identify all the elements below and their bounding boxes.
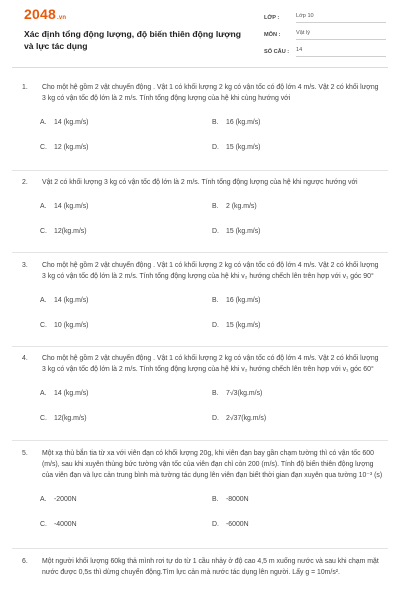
answer-option-c[interactable]: C. 12 (kg.m/s)	[40, 144, 89, 151]
answer-options	[40, 118, 384, 153]
question-text: Một người khối lượng 60kg thả mình rơi tự do từ 1 cầu nhảy ở độ cao 4,5 m xuống nước và sau khi chạm mặt nước được 0,5s thì dừng chuyển động.Tìm lực cản mà nước tác dụng lên người. Lấy g = 10m/s².	[42, 558, 379, 576]
answer-option-a[interactable]: A. 14 (kg.m/s)	[40, 390, 89, 397]
question-number: 2.	[22, 179, 28, 186]
question-divider	[12, 346, 388, 347]
meta-value: 14	[296, 46, 386, 57]
question-number: 1.	[22, 84, 28, 91]
answer-option-d[interactable]: D. -6000N	[212, 521, 249, 528]
meta-value: Vật lý	[296, 29, 386, 40]
meta-row-class	[264, 9, 386, 26]
meta-row-question-count	[264, 43, 386, 60]
question-number: 6.	[22, 558, 28, 565]
question-text: Vật 2 có khối lượng 3 kg có vận tốc độ lớn là 2 m/s. Tính tổng động lượng của hệ khi ngược hướng với	[42, 179, 358, 186]
question-text: Cho một hệ gồm 2 vật chuyển động . Vật 1 có khối lượng 2 kg có vận tốc có độ lớn 4 m/s. Vật 2 có khối lượng 3 kg có vận tốc độ lớn là 2 m/s. Tính tổng động lượng của hệ khi v₂ hướng chếch lên trên hợp với v₁ góc 60°	[42, 355, 379, 373]
meta-row-subject	[264, 26, 386, 43]
answer-option-d[interactable]: D. 15 (kg.m/s)	[212, 144, 261, 151]
answer-option-a[interactable]: A. -2000N	[40, 496, 77, 503]
question-2	[22, 177, 384, 237]
answer-option-a[interactable]: A. 14 (kg.m/s)	[40, 119, 89, 126]
question-text: Cho một hệ gồm 2 vật chuyển động . Vật 1 có khối lượng 2 kg có vận tốc có độ lớn 4 m/s. Vật 2 có khối lượng 3 kg có vận tốc độ lớn là 2 m/s. Tính tổng động lượng của hệ khi v₂ hướng chếch lên trên hợp với v₁ góc 90°	[42, 262, 379, 280]
answer-option-b[interactable]: B. -8000N	[212, 496, 249, 503]
worksheet-meta	[264, 9, 386, 60]
question-1	[22, 82, 384, 153]
answer-options	[40, 495, 384, 530]
answer-option-a[interactable]: A. 14 (kg.m/s)	[40, 297, 89, 304]
answer-options	[40, 389, 384, 424]
meta-key: SỐ CÂU :	[264, 48, 290, 55]
question-number: 5.	[22, 450, 28, 457]
meta-key: MÔN :	[264, 31, 281, 38]
worksheet-title: Xác định tổng động lượng, độ biến thiên động lượng và lực tác dụng	[24, 29, 242, 51]
question-6	[22, 556, 384, 578]
answer-option-d[interactable]: D. 15 (kg.m/s)	[212, 228, 261, 235]
question-4	[22, 353, 384, 424]
answer-option-b[interactable]: B. 7√3(kg.m/s)	[212, 390, 263, 397]
meta-key: LỚP :	[264, 14, 280, 21]
question-text: Một xạ thủ bắn tia từ xa với viên đạn có khối lượng 20g, khi viên đạn bay gần chạm tường thì có vận tốc 600 (m/s), sau khi xuyên thủng bức tường vận tốc của viên đạn chỉ còn 200 (m/s). Tính độ biến thiên động lượng của viên đạn và lực cản trung bình mà tường tác dụng lên viên đạn biết thời gian đạn xuyên qua tường 10⁻³ (s)	[42, 450, 383, 479]
question-number: 4.	[22, 355, 28, 362]
question-divider	[12, 252, 388, 253]
question-text: Cho một hệ gồm 2 vật chuyển động . Vật 1 có khối lượng 2 kg có vận tốc có độ lớn 4 m/s. Vật 2 có khối lượng 3 kg có vận tốc độ lớn là 2 m/s. Tính tổng động lượng của hệ khi cùng hướng với	[42, 84, 379, 102]
answer-option-c[interactable]: C. 12(kg.m/s)	[40, 415, 87, 422]
answer-options	[40, 202, 384, 237]
answer-option-a[interactable]: A. 14 (kg.m/s)	[40, 203, 89, 210]
worksheet-header	[12, 0, 388, 68]
answer-option-b[interactable]: B. 16 (kg.m/s)	[212, 119, 261, 126]
question-divider	[12, 548, 388, 549]
answer-option-d[interactable]: D. 15 (kg.m/s)	[212, 322, 261, 329]
answer-option-c[interactable]: C. -4000N	[40, 521, 77, 528]
answer-option-c[interactable]: C. 12(kg.m/s)	[40, 228, 87, 235]
logo-main: 2048	[24, 6, 56, 22]
answer-option-c[interactable]: C. 10 (kg.m/s)	[40, 322, 89, 329]
meta-value: Lớp 10	[296, 12, 386, 23]
answer-option-d[interactable]: D. 2√37(kg.m/s)	[212, 415, 267, 422]
question-divider	[12, 170, 388, 171]
site-logo[interactable]	[24, 6, 66, 22]
answer-options	[40, 296, 384, 331]
logo-suffix: .vn	[56, 15, 67, 21]
question-number: 3.	[22, 262, 28, 269]
answer-option-b[interactable]: B. 2 (kg.m/s)	[212, 203, 257, 210]
question-divider	[12, 440, 388, 441]
answer-option-b[interactable]: B. 16 (kg.m/s)	[212, 297, 261, 304]
question-3	[22, 260, 384, 331]
question-5	[22, 448, 384, 530]
